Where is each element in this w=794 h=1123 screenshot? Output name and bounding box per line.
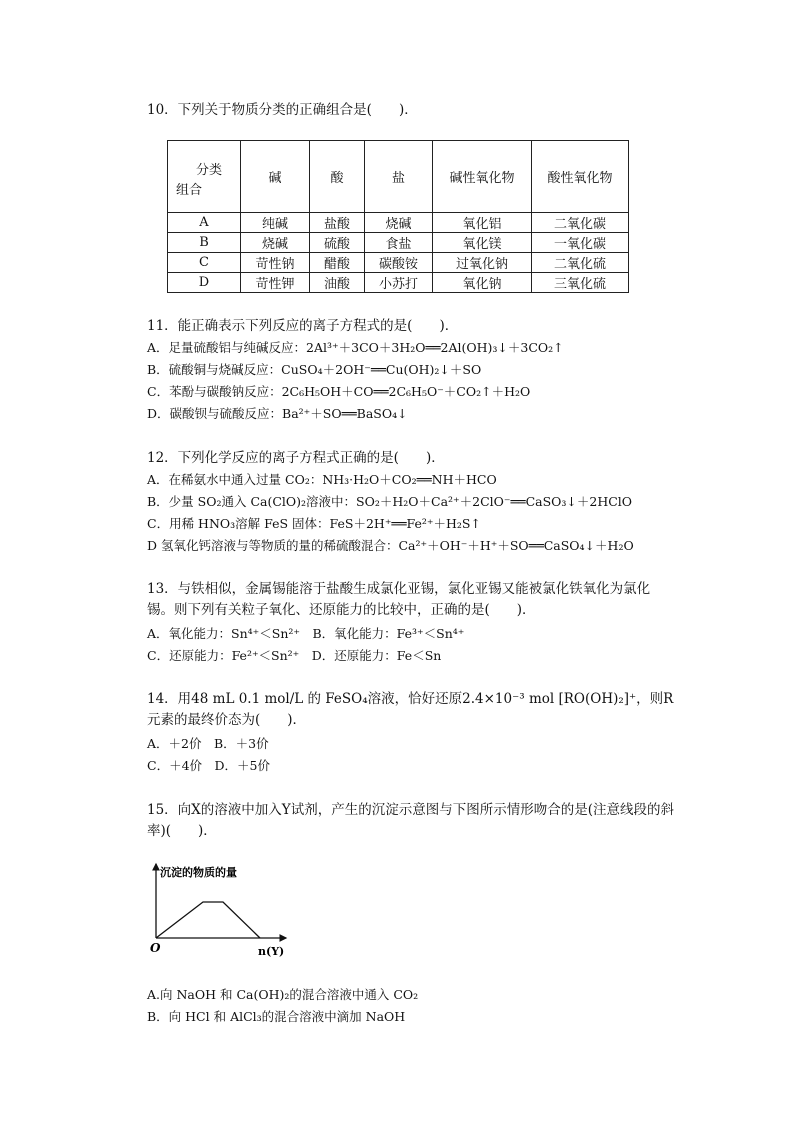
table-row <box>168 213 629 233</box>
q11-option-b: B．硫酸铜与烧碱反应：CuSO₄＋2OH⁻══Cu(OH)₂↓＋SO <box>147 362 482 377</box>
table-cell: 醋酸 <box>310 253 365 273</box>
table-cell: 碳酸铵 <box>365 253 433 273</box>
table-cell: B <box>168 233 241 253</box>
graph-y-label: 沉淀的物质的量 <box>160 866 237 879</box>
table-cell: 氧化铝 <box>433 213 532 233</box>
precipitate-graph <box>150 860 290 960</box>
table-row <box>168 273 629 293</box>
table-cell: C <box>168 253 241 273</box>
q11-option-a: A．足量硫酸铝与纯碱反应：2Al³⁺＋3CO＋3H₂O══2Al(OH)₃↓＋3CO₂↑ <box>147 340 564 355</box>
header-cell: 碱性氧化物 <box>433 141 532 213</box>
table-cell: 苛性钠 <box>241 253 310 273</box>
table-cell: 盐酸 <box>310 213 365 233</box>
q11-option-d: D．碳酸钡与硫酸反应：Ba²⁺＋SO══BaSO₄↓ <box>147 406 408 421</box>
header-cell: 酸 <box>310 141 365 213</box>
table-cell: D <box>168 273 241 293</box>
table-cell: 食盐 <box>365 233 433 253</box>
table-cell: 苛性钾 <box>241 273 310 293</box>
q13-options-ab: A．氧化能力：Sn⁴⁺＜Sn²⁺ B．氧化能力：Fe³⁺＜Sn⁴⁺ <box>147 626 465 641</box>
q14-options-ab: A．＋2价 B．＋3价 <box>147 736 269 751</box>
table-cell: 一氧化碳 <box>532 233 629 253</box>
table-cell: 小苏打 <box>365 273 433 293</box>
table-cell: 烧碱 <box>241 233 310 253</box>
q12-stem: 12．下列化学反应的离子方程式正确的是( )． <box>147 450 445 466</box>
table-row <box>168 253 629 273</box>
table-cell: 氧化钠 <box>433 273 532 293</box>
table-cell: 纯碱 <box>241 213 310 233</box>
header-cell: 碱 <box>241 141 310 213</box>
table-corner-cell <box>168 141 241 213</box>
table-cell: 油酸 <box>310 273 365 293</box>
precipitate-curve <box>156 902 260 938</box>
table-row <box>168 233 629 253</box>
table-cell: 烧碱 <box>365 213 433 233</box>
q12-option-b: B．少量 SO₂通入 Ca(ClO)₂溶液中：SO₂＋H₂O＋Ca²⁺＋2ClO⁻══CaSO₃↓＋2HClO <box>147 494 633 509</box>
q12-option-c: C．用稀 HNO₃溶解 FeS 固体：FeS＋2H⁺══Fe²⁺＋H₂S↑ <box>147 516 481 531</box>
q15-option-a: A.向 NaOH 和 Ca(OH)₂的混合溶液中通入 CO₂ <box>147 987 419 1002</box>
q11-stem: 11．能正确表示下列反应的离子方程式的是( )． <box>147 318 459 334</box>
table-cell: 二氧化硫 <box>532 253 629 273</box>
q12-option-a: A．在稀氨水中通入过量 CO₂：NH₃·H₂O＋CO₂══NH＋HCO <box>147 472 497 487</box>
classification-table <box>167 140 629 293</box>
q15-option-b: B．向 HCl 和 AlCl₃的混合溶液中滴加 NaOH <box>147 1009 406 1024</box>
graph-origin-label: O <box>150 941 161 955</box>
corner-top-label: 分类 <box>195 163 222 178</box>
header-cell: 酸性氧化物 <box>532 141 629 213</box>
table-cell: 氧化镁 <box>433 233 532 253</box>
q13-options-cd: C．还原能力：Fe²⁺＜Sn²⁺ D．还原能力：Fe＜Sn <box>147 648 442 663</box>
table-cell: A <box>168 213 241 233</box>
q10-stem: 10．下列关于物质分类的正确组合是( )． <box>147 102 418 118</box>
q11-option-c: C．苯酚与碳酸钠反应：2C₆H₅OH＋CO══2C₆H₅O⁻＋CO₂↑＋H₂O <box>147 384 531 399</box>
header-cell: 盐 <box>365 141 433 213</box>
table-cell: 过氧化钠 <box>433 253 532 273</box>
q14-options-cd: C．＋4价 D．＋5价 <box>147 758 270 773</box>
q13-stem: 13．与铁相似，金属锡能溶于盐酸生成氯化亚锡，氯化亚锡又能被氯化铁氧化为氯化锡。则下列有关粒子氧化、还原能力的比较中，正确的是( )． <box>147 581 651 618</box>
corner-bottom-label: 组合 <box>176 183 203 198</box>
table-cell: 三氧化硫 <box>532 273 629 293</box>
table-cell: 二氧化碳 <box>532 213 629 233</box>
graph-x-label: n(Y) <box>258 945 285 958</box>
q12-option-d: D 氢氧化钙溶液与等物质的量的稀硫酸混合：Ca²⁺＋OH⁻＋H⁺＋SO══CaSO₄↓＋H₂O <box>147 538 634 553</box>
q15-stem: 15．向X的溶液中加入Y试剂，产生的沉淀示意图与下图所示情形吻合的是(注意线段的斜率)( )． <box>147 802 674 839</box>
table-header-row <box>168 141 629 213</box>
q14-stem: 14．用48 mL 0.1 mol/L 的 FeSO₄溶液，恰好还原2.4×10⁻³ mol [RO(OH)₂]⁺，则R元素的最终价态为( )． <box>147 691 674 728</box>
table-cell: 硫酸 <box>310 233 365 253</box>
